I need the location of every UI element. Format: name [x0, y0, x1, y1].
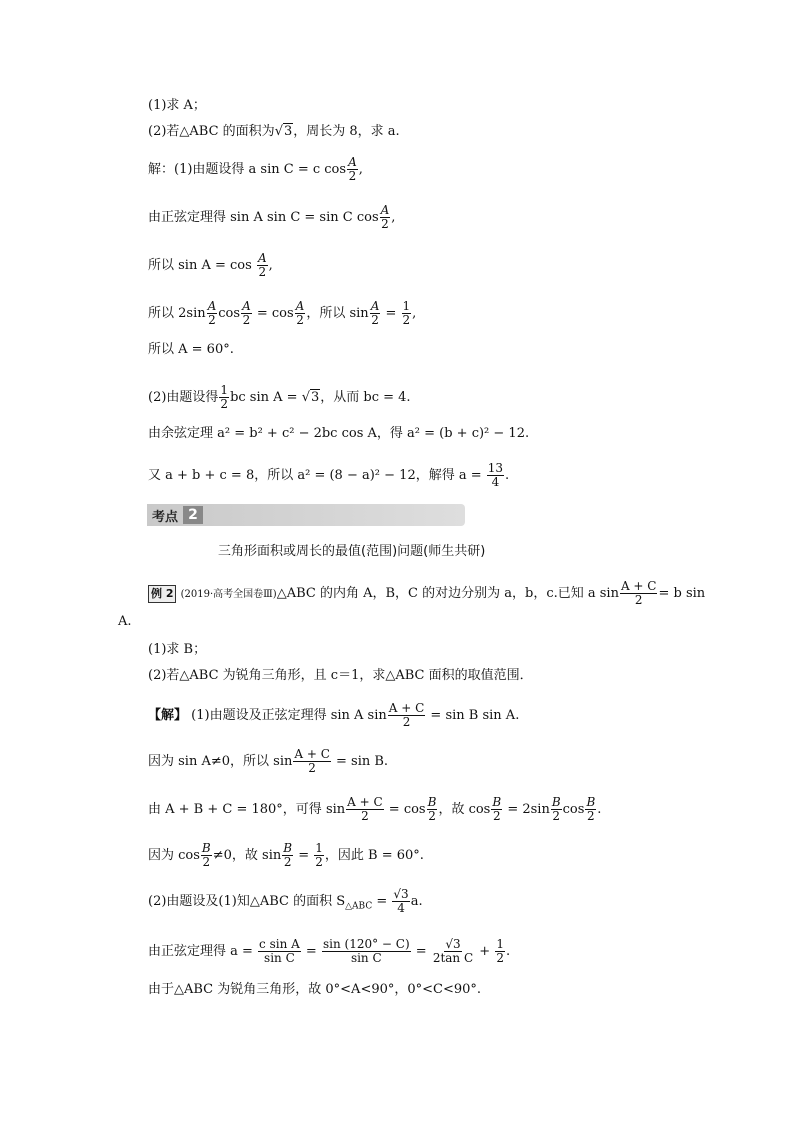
banner-number: 2	[183, 506, 203, 524]
sol-line-5: (2)由题设及(1)知△ABC 的面积 $S_{\triangle ABC}$ = $\frac{√3}{4}$ a.	[148, 887, 423, 915]
sol-line-6: 由正弦定理得 a = $\frac{\text{c sin A}}{\text{sin C}}$ = $\frac{\sin (120^\circ - C)}{\text{sin C}}$ = $\frac{√3}{\text{2tan C}}$ + $\frac{1}{2}$ .	[148, 937, 511, 965]
example-line: 例 2 (2019·高考全国卷Ⅲ)△ABC 的内角 A，B，C 的对边分别为 a，b，c.已知 a sin $\frac{A + C}{2}$ = b sin	[148, 580, 705, 607]
example-wrap: A.	[118, 614, 132, 629]
q2-text: (2)若△ABC 的面积为	[148, 124, 275, 139]
solution-line-5: 所以 A = 60°.	[148, 342, 234, 357]
solution-line-3: 所以 sin A = cos $\frac{A}{2}$ ,	[148, 251, 273, 279]
example-q2: (2)若△ABC 为锐角三角形，且 c＝1，求△ABC 面积的取值范围．	[148, 668, 533, 683]
sol-line-3: 由 A + B + C = 180°，可得 sin $\frac{A + C}{2}$ = cos $\frac{B}{2}$ ，故 cos $\frac{B}{2}$ = 2sin $\frac{B}{2}$ cos $\frac{B}{2}$ .	[148, 795, 602, 823]
sol-line-4: 因为 cos $\frac{B}{2}$ ≠0，故 sin $\frac{B}{2}$ = $\frac{1}{2}$ ，因此 B = 60°.	[148, 841, 424, 869]
solution-line-2: 由正弦定理得 sin A sin C = sin C cos $\frac{A}{2}$ ,	[148, 203, 396, 231]
solution-line-4: 所以 2sin $\frac{A}{2}$ cos $\frac{A}{2}$ = cos $\frac{A}{2}$ ，所以 sin $\frac{A}{2}$ = $\frac{1}{2}$ ,	[148, 299, 417, 327]
fraction: $\frac{A}{2}$	[257, 251, 267, 279]
solution-line-7: 由余弦定理 a² = b² + c² − 2bc cos A，得 a² = (b + c)² − 12.	[148, 426, 530, 441]
example-source: (2019·高考全国卷Ⅲ)	[180, 589, 277, 600]
section-banner	[147, 504, 465, 526]
sqrt-3: √3	[274, 124, 293, 139]
solution-line-6: (2)由题设得 $\frac{1}{2}$ bc sin A = √3，从而 bc = 4.	[148, 383, 411, 411]
section-heading: 三角形面积或周长的最值(范围)问题(师生共研)	[218, 544, 486, 559]
sol-line-2: 因为 sin A≠0，所以 sin $\frac{A + C}{2}$ = sin B.	[148, 747, 389, 775]
fraction: $\frac{A}{2}$	[348, 155, 357, 183]
sol-line-1: 【解】 (1)由题设及正弦定理得 sin A sin $\frac{A + C}{2}$ = sin B sin A.	[148, 701, 520, 729]
solution-tag: 【解】	[148, 708, 188, 723]
solution-line-8: 又 a + b + c = 8，所以 a² = (8 − a)² − 12，解得 a = $\frac{13}{4}$ .	[148, 461, 510, 489]
q2-text-post: ，周长为 8，求 a.	[293, 124, 400, 139]
example-tag: 例 2	[148, 585, 176, 603]
banner-label: 考点	[152, 510, 179, 525]
fraction: $\frac{A}{2}$	[380, 203, 390, 231]
question-1: (1)求 A；	[148, 98, 206, 113]
example-q1: (1)求 B；	[148, 642, 207, 657]
sol-line-7: 由于△ABC 为锐角三角形，故 0°<A<90°，0°<C<90°.	[148, 982, 482, 997]
solution-line-1: 解：(1)由题设得 a sin C = c cos $\frac{A}{2}$ ,	[148, 155, 363, 183]
question-2	[148, 124, 400, 140]
